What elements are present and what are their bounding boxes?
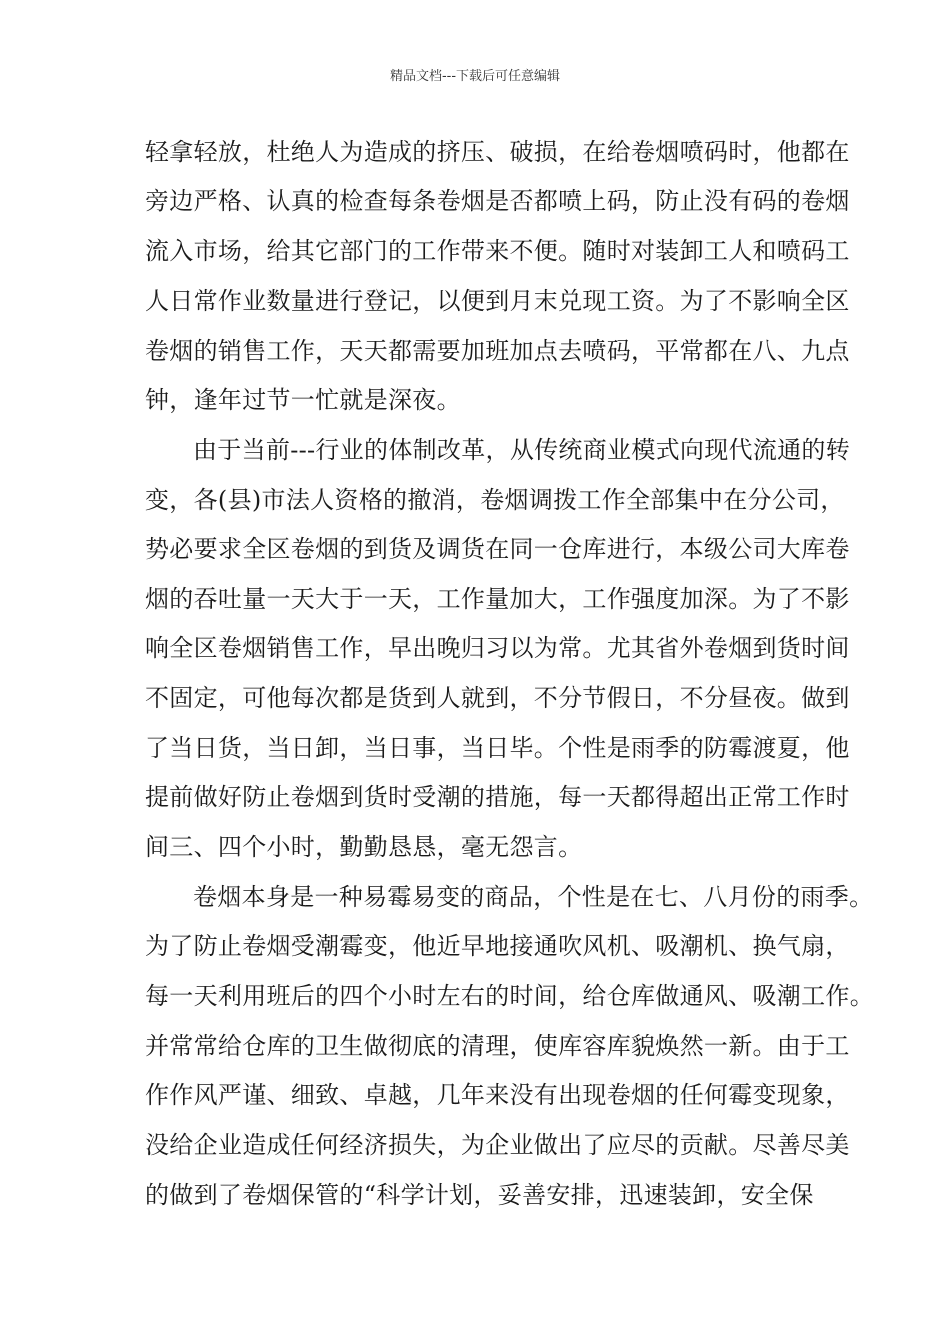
body-line-12: 不固定，可他每次都是货到人就到，不分节假日，不分昼夜。做到 xyxy=(145,684,850,712)
body-line-5: 卷烟的销售工作，天天都需要加班加点去喷码，平常都在八、九点 xyxy=(145,337,850,365)
body-line-4: 人日常作业数量进行登记，以便到月末兑现工资。为了不影响全区 xyxy=(145,287,850,315)
body-line-13: 了当日货，当日卸，当日事，当日毕。个性是雨季的防霉渡夏，他 xyxy=(145,734,850,762)
body-line-11: 响全区卷烟销售工作，早出晚归习以为常。尤其省外卷烟到货时间 xyxy=(145,634,850,662)
body-line-17: 为了防止卷烟受潮霉变，他近早地接通吹风机、吸潮机、换气扇， xyxy=(145,932,850,960)
body-line-20: 作作风严谨、细致、卓越，几年来没有出现卷烟的任何霉变现象， xyxy=(145,1081,850,1109)
body-line-7-paragraph-start: 由于当前---行业的体制改革，从传统商业模式向现代流通的转 xyxy=(193,436,851,464)
body-line-9: 势必要求全区卷烟的到货及调货在同一仓库进行，本级公司大库卷 xyxy=(145,535,850,563)
body-line-19: 并常常给仓库的卫生做彻底的清理，使库容库貌焕然一新。由于工 xyxy=(145,1032,850,1060)
body-line-18: 每一天利用班后的四个小时左右的时间，给仓库做通风、吸潮工作。 xyxy=(145,982,874,1010)
body-line-8: 变，各(县)市法人资格的撤消，卷烟调拨工作全部集中在分公司， xyxy=(145,486,845,514)
body-line-6: 钟，逢年过节一忙就是深夜。 xyxy=(145,386,461,414)
body-line-2: 旁边严格、认真的检查每条卷烟是否都喷上码，防止没有码的卷烟 xyxy=(145,187,850,215)
body-line-3: 流入市场，给其它部门的工作带来不便。随时对装卸工人和喷码工 xyxy=(145,237,850,265)
page-header: 精品文档---下载后可任意编辑 xyxy=(389,69,561,84)
body-line-21: 没给企业造成任何经济损失，为企业做出了应尽的贡献。尽善尽美 xyxy=(145,1131,850,1159)
body-line-22: 的做到了卷烟保管的“科学计划，妥善安排，迅速装卸，安全保 xyxy=(145,1181,814,1209)
body-line-1: 轻拿轻放，杜绝人为造成的挤压、破损，在给卷烟喷码时，他都在 xyxy=(145,138,850,166)
body-line-10: 烟的吞吐量一天大于一天，工作量加大，工作强度加深。为了不影 xyxy=(145,585,850,613)
body-line-16-paragraph-start: 卷烟本身是一种易霉易变的商品，个性是在七、八月份的雨季。 xyxy=(193,883,874,911)
body-line-14: 提前做好防止卷烟到货时受潮的措施，每一天都得超出正常工作时 xyxy=(145,783,850,811)
body-line-15: 间三、四个小时，勤勤恳恳，毫无怨言。 xyxy=(145,833,583,861)
